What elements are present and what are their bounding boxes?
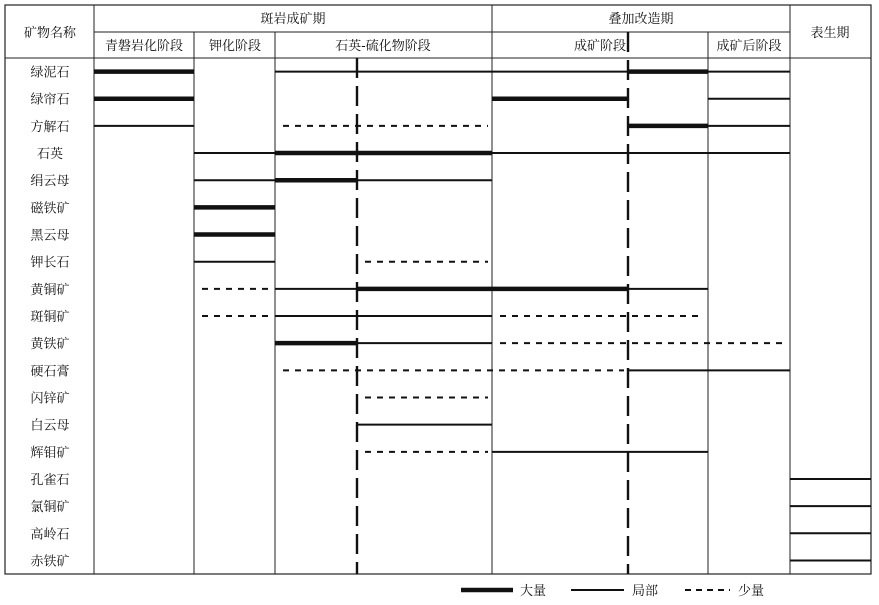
period-overprint-header: 叠加改造期 bbox=[608, 12, 674, 27]
mineral-rows bbox=[30, 66, 871, 570]
stage-propylitic-header: 青磐岩化阶段 bbox=[104, 39, 184, 54]
mineral-name: 赤铁矿 bbox=[30, 554, 70, 570]
mineral-name: 孔雀石 bbox=[30, 472, 70, 488]
mineral-name: 钾长石 bbox=[30, 255, 70, 271]
mineral-name: 黄铁矿 bbox=[30, 337, 70, 353]
period-porphyry-header: 斑岩成矿期 bbox=[260, 12, 326, 27]
stage-quartz-sulfide-header: 石英-硫化物阶段 bbox=[335, 39, 431, 54]
legend bbox=[461, 583, 764, 599]
mineral-name: 绿泥石 bbox=[30, 65, 70, 81]
mineral-name: 闪锌矿 bbox=[30, 391, 70, 407]
mineral-name: 硬石膏 bbox=[30, 364, 70, 380]
mineral-name: 黑云母 bbox=[30, 228, 70, 244]
legend-major-label: 大量 bbox=[520, 584, 547, 599]
mineral-name: 辉钼矿 bbox=[30, 445, 70, 461]
stage-ore-header: 成矿阶段 bbox=[573, 39, 627, 54]
stage-post-ore-header: 成矿后阶段 bbox=[716, 39, 782, 54]
mineral-name: 磁铁矿 bbox=[30, 201, 70, 217]
legend-minor-label: 局部 bbox=[632, 584, 659, 599]
mineral-name: 方解石 bbox=[30, 119, 70, 135]
mineral-name: 高岭石 bbox=[30, 527, 70, 543]
mineral-name: 石英 bbox=[36, 147, 64, 163]
period-supergene-header: 表生期 bbox=[810, 26, 850, 41]
mineral-name: 绢云母 bbox=[30, 174, 70, 190]
mineral-name: 黄铜矿 bbox=[30, 282, 70, 298]
mineral-name: 绿帘石 bbox=[30, 92, 70, 108]
mineral-column-header: 矿物名称 bbox=[23, 26, 77, 41]
legend-trace-label: 少量 bbox=[738, 584, 765, 599]
mineral-name: 氯铜矿 bbox=[30, 500, 70, 516]
stage-potassic-header: 钾化阶段 bbox=[208, 39, 262, 54]
mineral-name: 白云母 bbox=[30, 418, 70, 434]
mineral-name: 斑铜矿 bbox=[30, 310, 70, 326]
